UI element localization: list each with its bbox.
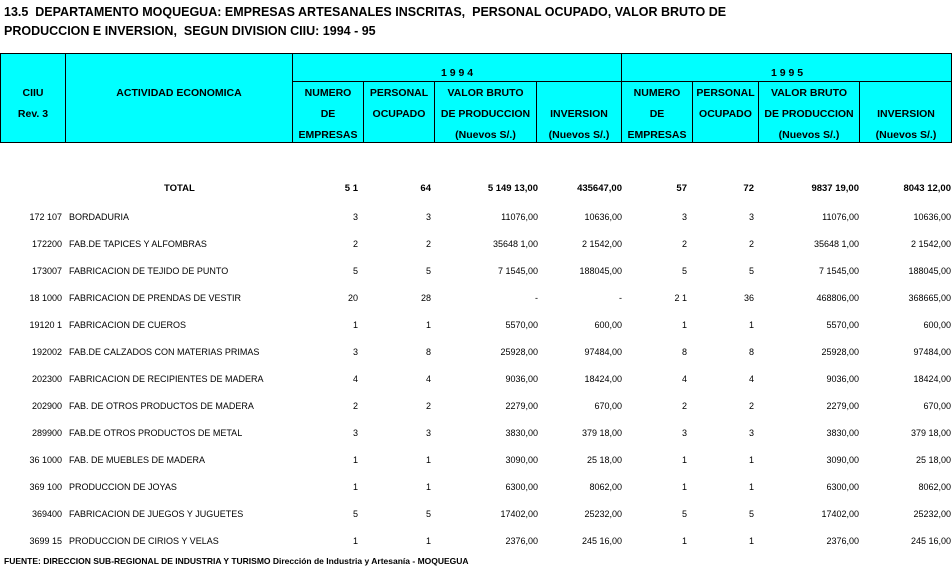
cell-n95: 1 <box>681 536 687 546</box>
cell-i94: 97484,00 <box>584 347 622 357</box>
cell-p94: 28 <box>420 293 431 303</box>
cell-p95: 2 <box>748 239 754 249</box>
cell-p94: 2 <box>425 401 431 411</box>
cell-p95: 1 <box>748 455 754 465</box>
cell-i94: - <box>619 293 622 303</box>
cell-p94: 2 <box>425 239 431 249</box>
table-row <box>0 508 952 520</box>
cell-code: 3699 15 <box>29 536 62 546</box>
cell-i94: 25232,00 <box>584 509 622 519</box>
cell-n94: 2 <box>352 239 358 249</box>
cell-p95: 36 <box>743 293 754 303</box>
cell-n95: 8 <box>681 347 687 357</box>
title-line-1: 13.5 DEPARTAMENTO MOQUEGUA: EMPRESAS ARTESANALES INSCRITAS, PERSONAL OCUPADO, VALOR BRUTO DE <box>4 5 727 19</box>
cell-n94: 1 <box>352 482 358 492</box>
cell-act: PRODUCCION DE JOYAS <box>69 482 177 492</box>
cell-p94: 3 <box>425 212 431 222</box>
cell-v94: 2376,00 <box>505 536 538 546</box>
header-personal-1994: PERSONAL OCUPADO <box>369 87 429 120</box>
header-inversion-1995: INVERSION (Nuevos S/.) <box>875 108 937 141</box>
cell-v95: 9036,00 <box>826 374 859 384</box>
cell-n94: 2 <box>352 401 358 411</box>
cell-p95: 1 <box>748 536 754 546</box>
cell-i95: 600,00 <box>923 320 951 330</box>
total-n94: 5 1 <box>344 183 358 194</box>
cell-n94: 4 <box>352 374 358 384</box>
cell-v95: 25928,00 <box>821 347 859 357</box>
table-row <box>0 427 952 439</box>
cell-p95: 1 <box>748 482 754 492</box>
cell-v95: 468806,00 <box>816 293 859 303</box>
cell-i95: 188045,00 <box>908 266 951 276</box>
header-year-1994: 1 9 9 4 <box>440 67 474 79</box>
cell-code: 202900 <box>31 401 62 411</box>
cell-n94: 1 <box>352 320 358 330</box>
cell-i95: 379 18,00 <box>910 428 951 438</box>
cell-act: FAB.DE CALZADOS CON MATERIAS PRIMAS <box>69 347 260 357</box>
cell-i94: 2 1542,00 <box>581 239 622 249</box>
cell-i95: 2 1542,00 <box>910 239 951 249</box>
total-i94: 435647,00 <box>577 183 622 194</box>
cell-p95: 3 <box>748 428 754 438</box>
title-line-2: PRODUCCION E INVERSION, SEGUN DIVISION CIIU: 1994 - 95 <box>4 24 376 38</box>
cell-p95: 8 <box>748 347 754 357</box>
cell-i95: 10636,00 <box>913 212 951 222</box>
cell-p95: 5 <box>748 509 754 519</box>
cell-act: BORDADURIA <box>69 212 130 222</box>
header-numero-1994: NUMERO DE EMPRESAS <box>298 87 358 141</box>
header-valor-1994: VALOR BRUTO DE PRODUCCION (Nuevos S/.) <box>440 87 531 141</box>
cell-code: 369400 <box>31 509 62 519</box>
cell-n95: 1 <box>681 482 687 492</box>
cell-n95: 1 <box>681 320 687 330</box>
cell-v94: 6300,00 <box>505 482 538 492</box>
cell-p95: 3 <box>748 212 754 222</box>
cell-v94: 2279,00 <box>505 401 538 411</box>
cell-code: 172200 <box>31 239 62 249</box>
cell-v95: 35648 1,00 <box>813 239 859 249</box>
cell-v94: 9036,00 <box>505 374 538 384</box>
source-footnote: FUENTE: DIRECCION SUB-REGIONAL DE INDUSTRIA Y TURISMO Dirección de Industria y Artesanía - MOQUEGUA <box>4 556 469 566</box>
cell-p95: 1 <box>748 320 754 330</box>
cell-p94: 1 <box>425 536 431 546</box>
cell-code: 19120 1 <box>29 320 62 330</box>
table-row <box>0 238 952 250</box>
cell-n95: 2 1 <box>674 293 687 303</box>
total-p94: 64 <box>420 183 431 194</box>
total-p95: 72 <box>743 183 754 194</box>
table-row <box>0 373 952 385</box>
cell-v95: 3090,00 <box>826 455 859 465</box>
cell-i94: 8062,00 <box>589 482 622 492</box>
cell-code: 172 107 <box>29 212 62 222</box>
total-v94: 5 149 13,00 <box>487 183 538 194</box>
cell-code: 369 100 <box>29 482 62 492</box>
cell-v95: 3830,00 <box>826 428 859 438</box>
total-row <box>0 183 952 195</box>
cell-n94: 3 <box>352 212 358 222</box>
table-row <box>0 292 952 304</box>
cell-i95: 25 18,00 <box>915 455 951 465</box>
header-year-1995: 1 9 9 5 <box>770 67 804 79</box>
cell-p94: 8 <box>425 347 431 357</box>
cell-p94: 1 <box>425 482 431 492</box>
cell-p95: 2 <box>748 401 754 411</box>
table-title <box>4 3 726 41</box>
cell-v94: 11076,00 <box>501 212 538 222</box>
cell-n95: 4 <box>681 374 687 384</box>
cell-n94: 3 <box>352 347 358 357</box>
cell-i94: 600,00 <box>594 320 622 330</box>
cell-i94: 670,00 <box>594 401 622 411</box>
cell-n94: 3 <box>352 428 358 438</box>
cell-act: FABRICACION DE CUEROS <box>69 320 187 330</box>
cell-code: 36 1000 <box>29 455 62 465</box>
cell-v95: 11076,00 <box>822 212 859 222</box>
cell-i94: 10636,00 <box>584 212 622 222</box>
cell-p94: 1 <box>425 455 431 465</box>
cell-i94: 25 18,00 <box>586 455 622 465</box>
cell-v94: 7 1545,00 <box>497 266 538 276</box>
cell-act: FAB. DE MUEBLES DE MADERA <box>69 455 206 465</box>
cell-p95: 4 <box>748 374 754 384</box>
cell-v95: 6300,00 <box>826 482 859 492</box>
cell-i95: 8062,00 <box>918 482 951 492</box>
total-i95: 8043 12,00 <box>903 183 951 194</box>
cell-n95: 5 <box>681 509 687 519</box>
table-row <box>0 211 952 223</box>
cell-v94: 3090,00 <box>505 455 538 465</box>
cell-n95: 2 <box>681 239 687 249</box>
header-actividad: ACTIVIDAD ECONOMICA <box>116 87 242 99</box>
table-row <box>0 454 952 466</box>
cell-i94: 188045,00 <box>579 266 622 276</box>
cell-i95: 368665,00 <box>908 293 951 303</box>
cell-act: FAB.DE OTROS PRODUCTOS DE METAL <box>69 428 243 438</box>
cell-code: 289900 <box>31 428 62 438</box>
cell-v94: 5570,00 <box>505 320 538 330</box>
cell-act: FABRICACION DE PRENDAS DE VESTIR <box>69 293 242 303</box>
cell-act: FABRICACION DE JUEGOS Y JUGUETES <box>69 509 244 519</box>
cell-v95: 17402,00 <box>821 509 859 519</box>
cell-i95: 245 16,00 <box>910 536 951 546</box>
cell-v94: - <box>535 293 538 303</box>
cell-i95: 25232,00 <box>913 509 951 519</box>
cell-v95: 7 1545,00 <box>818 266 859 276</box>
header-inversion-1994: INVERSION (Nuevos S/.) <box>548 108 610 141</box>
cell-n94: 1 <box>352 536 358 546</box>
cell-n95: 3 <box>681 212 687 222</box>
cell-i95: 97484,00 <box>913 347 951 357</box>
total-n95: 57 <box>676 183 687 194</box>
cell-code: 192002 <box>31 347 62 357</box>
total-label: TOTAL <box>164 183 195 194</box>
cell-code: 202300 <box>31 374 62 384</box>
cell-n94: 5 <box>352 266 358 276</box>
table-row <box>0 265 952 277</box>
cell-p94: 5 <box>425 266 431 276</box>
cell-p94: 3 <box>425 428 431 438</box>
cell-act: FABRICACION DE TEJIDO DE PUNTO <box>69 266 229 276</box>
header-numero-1995: NUMERO DE EMPRESAS <box>627 87 687 141</box>
cell-v94: 17402,00 <box>500 509 538 519</box>
header-ciiu: CIIU Rev. 3 <box>17 87 49 120</box>
cell-p94: 5 <box>425 509 431 519</box>
cell-p94: 4 <box>425 374 431 384</box>
cell-n94: 20 <box>347 293 358 303</box>
cell-n95: 1 <box>681 455 687 465</box>
cell-i95: 670,00 <box>923 401 951 411</box>
cell-v95: 2279,00 <box>826 401 859 411</box>
total-v95: 9837 19,00 <box>811 183 859 194</box>
cell-p94: 1 <box>425 320 431 330</box>
header-personal-1995: PERSONAL OCUPADO <box>696 87 755 120</box>
cell-v94: 35648 1,00 <box>492 239 538 249</box>
cell-v94: 25928,00 <box>500 347 538 357</box>
cell-i95: 18424,00 <box>913 374 951 384</box>
cell-code: 18 1000 <box>29 293 62 303</box>
table-row <box>0 400 952 412</box>
cell-n95: 3 <box>681 428 687 438</box>
table-row <box>0 535 952 547</box>
cell-i94: 379 18,00 <box>581 428 622 438</box>
cell-act: FAB. DE OTROS PRODUCTOS DE MADERA <box>69 401 254 411</box>
cell-code: 173007 <box>31 266 62 276</box>
table-row <box>0 319 952 331</box>
cell-n95: 2 <box>681 401 687 411</box>
cell-act: PRODUCCION DE CIRIOS Y VELAS <box>69 536 219 546</box>
cell-p95: 5 <box>748 266 754 276</box>
cell-v94: 3830,00 <box>505 428 538 438</box>
cell-i94: 18424,00 <box>584 374 622 384</box>
cell-v95: 5570,00 <box>826 320 859 330</box>
cell-n95: 5 <box>681 266 687 276</box>
table-header <box>0 53 952 143</box>
table-row <box>0 481 952 493</box>
cell-i94: 245 16,00 <box>581 536 622 546</box>
cell-act: FAB.DE TAPICES Y ALFOMBRAS <box>69 239 207 249</box>
cell-n94: 5 <box>352 509 358 519</box>
cell-act: FABRICACION DE RECIPIENTES DE MADERA <box>69 374 264 384</box>
header-valor-1995: VALOR BRUTO DE PRODUCCION (Nuevos S/.) <box>764 87 854 141</box>
table-row <box>0 346 952 358</box>
cell-v95: 2376,00 <box>826 536 859 546</box>
cell-n94: 1 <box>352 455 358 465</box>
